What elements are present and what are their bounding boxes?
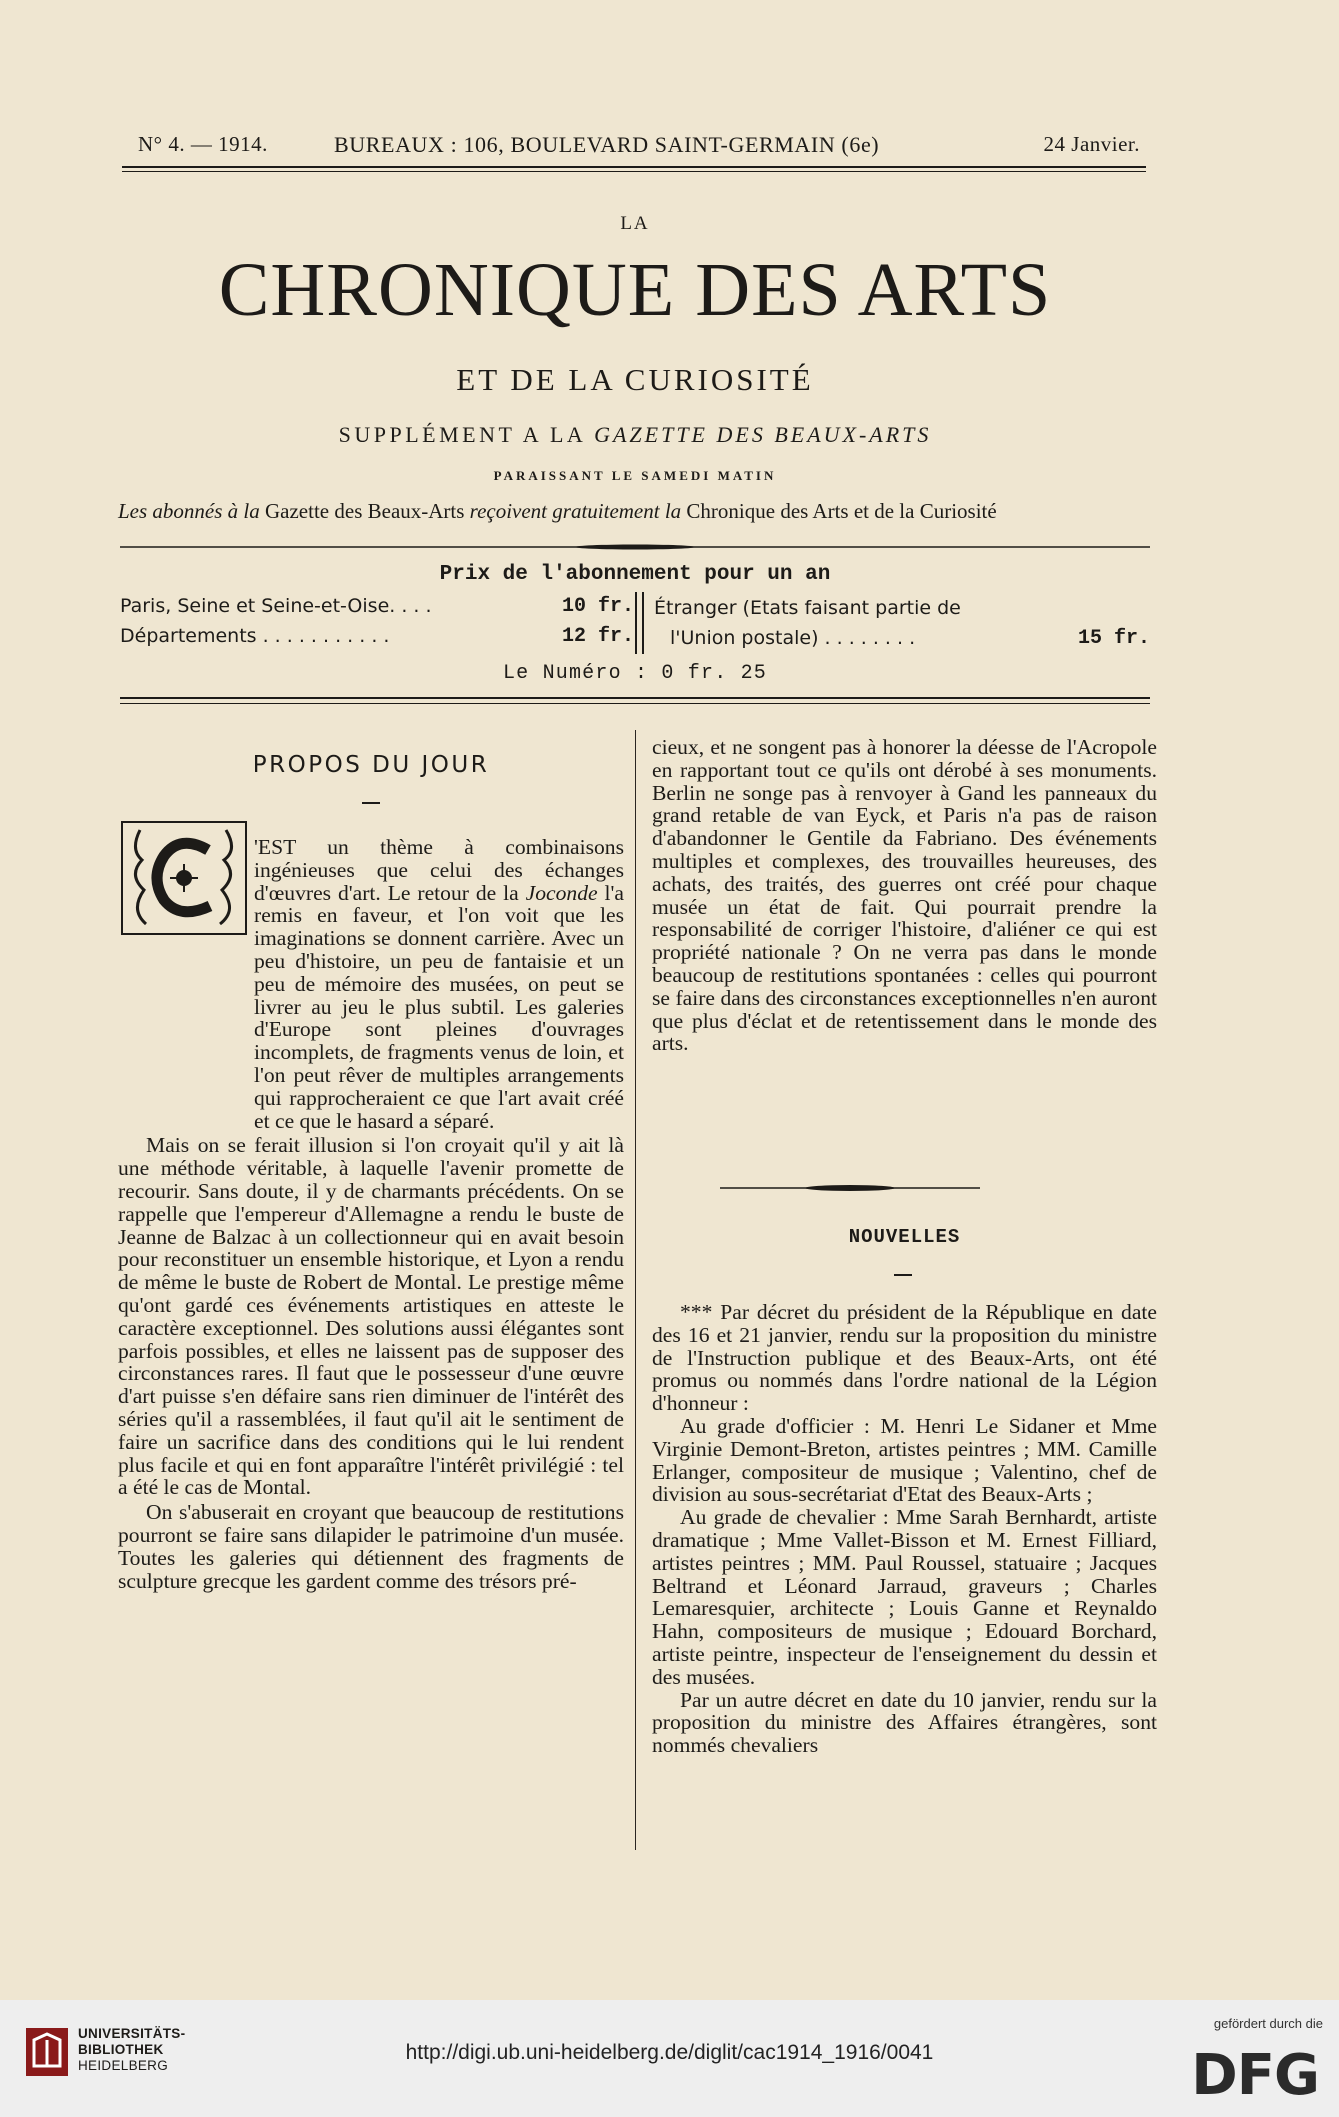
- nouvelles-paragraph-1: *** Par décret du président de la République en date des 16 et 21 janvier, rendu sur la proposition du ministre de l'Instruction publique et des Beaux-Arts, ont été promus ou nommés dans l'ordre national de la Légion d'honneur :: [652, 1300, 1157, 1416]
- dfg-logo: DFG: [1191, 2043, 1319, 2108]
- university-line-1: UNIVERSITÄTS-: [78, 2026, 186, 2041]
- etranger-line-2: l'Union postale) . . . . . . . .: [670, 627, 916, 649]
- propos-p1-italic: Joconde: [525, 880, 598, 905]
- abonnes-part-2: Gazette des Beaux-Arts: [265, 499, 465, 523]
- issue-number: N° 4. — 1914.: [138, 132, 268, 156]
- subscription-title: Prix de l'abonnement pour un an: [439, 563, 831, 586]
- propos-paragraph-3: On s'abuserait en croyant que beaucoup de restitutions pourront se faire sans dilapider le patrimoine d'un musée. Toutes les galeries qui détiennent des fragments de sculpture grecque les gardent comme des trésors pré-: [118, 1500, 624, 1593]
- university-line-2: BIBLIOTHEK: [78, 2042, 164, 2057]
- departements-label: Départements . . . . . . . . . . .: [120, 625, 390, 647]
- subscription-divider-2: [642, 592, 644, 654]
- ornament-rule-middle: [720, 1182, 980, 1194]
- source-url[interactable]: http://digi.ub.uni-heidelberg.de/diglit/cac1914_1916/0041: [405, 2041, 934, 2064]
- header-rule: [122, 166, 1146, 168]
- masthead-la: LA: [620, 213, 650, 234]
- dfg-caption: gefördert durch die: [1213, 2016, 1323, 2031]
- issue-date: 24 Janvier.: [1043, 132, 1140, 156]
- propos-column-left: [118, 836, 624, 1592]
- abonnes-part-4: Chronique des Arts et de la Curiosité: [686, 499, 997, 523]
- nouvelles-heading: NOUVELLES: [848, 1226, 961, 1248]
- propos-paragraph-1: [254, 836, 624, 1132]
- propos-dash: [362, 802, 380, 804]
- propos-paragraph-2: Mais on se ferait illusion si l'on croyait qu'il y ait là une méthode véritable, à laquelle l'avenir promette de recourir. Sans doute, il y de charmants précédents. On se rappelle que l'empereur d'Allemagne a rendu le buste de Jeanne de Balzac à un collectionneur qui en avait besoin pour reconstituer un ensemble historique, et Lyon a rendu de même le buste de Robert de Montal. Le prestige même qu'ont gardé ces événements artistiques en atteste le caractère exceptionnel. Des solutions aussi élégantes sont parfois possibles, et elles ne laissent pas de supposer des circonstances rares. Il faut que le possesseur d'une œuvre d'art puisse s'en défaire sans rien diminuer de l'intérêt des séries qu'il a rassemblées, il faut qu'il ait le sentiment de faire un sacrifice dans des conditions qui le lui rendent plus facile et qui en font apparaître l'intérêt privilégié : tel a été le cas de Montal.: [118, 1133, 624, 1500]
- abonnes-part-1: Les abonnés à la: [118, 499, 260, 523]
- nouvelles-column: [652, 1301, 1157, 1757]
- masthead-title: CHRONIQUE DES ARTS: [218, 248, 1052, 332]
- subscription-divider-1: [635, 592, 637, 654]
- abonnes-line: [118, 499, 1148, 524]
- header-rule-thin: [122, 171, 1146, 172]
- nouvelles-paragraph-2: Au grade d'officier : M. Henri Le Sidaner et Mme Virginie Demont-Breton, artistes peintres ; MM. Camille Erlanger, compositeur de musique ; Valentino, chef de division au sous-secrétariat d'Etat des Beaux-Arts ;: [652, 1413, 1157, 1507]
- etranger-line-1: Étranger (Etats faisant partie de: [654, 597, 961, 619]
- header-line: [120, 132, 1140, 162]
- parution-line: PARAISSANT LE SAMEDI MATIN: [493, 468, 777, 483]
- masthead-subtitle: ET DE LA CURIOSITÉ: [456, 362, 814, 397]
- abonnes-part-3: reçoivent gratuitement la: [469, 499, 682, 523]
- ornament-rule-top: [120, 540, 1150, 554]
- university-line-3: HEIDELBERG: [78, 2058, 169, 2073]
- nouvelles-paragraph-3: Au grade de chevalier : Mme Sarah Bernhardt, artiste dramatique ; Mme Vallet-Bisson et M. Ernest Filliard, artistes peintres ; MM. Paul Roussel, statuaire ; Jacques Beltrand et Léonard Jarraud, graveurs ; Charles Lemaresquier, architecte ; Louis Ganne et Reynaldo Hahn, compositeurs de musique ; Edouard Borchard, artiste peintre, inspecteur de l'enseignement du dessin et des musées.: [652, 1505, 1157, 1689]
- paris-price: 10 fr.: [562, 595, 635, 618]
- subscription-rule-2: [120, 703, 1150, 704]
- etranger-price: 15 fr.: [1078, 627, 1151, 650]
- supplement-gazette: GAZETTE DES BEAUX-ARTS: [594, 422, 932, 447]
- subscription-rule-1: [120, 697, 1150, 699]
- propos-paragraph-4: cieux, et ne songent pas à honorer la déesse de l'Acropole en rapportant tout ce qu'ils ont dérobé à ses monuments. Berlin ne songe pas à renvoyer à Gand les panneaux du grand retable de van Eyck, et Paris n'a pas de raison d'abandonner le Gentile da Fabriano. Des événements multiples et complexes, des trouvailles heureuses, des achats, des traités, des guerres ont créé pour chaque musée un état de fait. Qui pourrait prendre la responsabilité de corriger l'histoire, d'aliéner ce qui est propriété nationale ? On ne verra pas dans le monde beaucoup de restitutions spontanées : celles qui pourront se faire dans des circonstances exceptionnelles n'en auront que plus d'éclat et de retentissement dans le monde des arts.: [652, 735, 1157, 1056]
- digitization-footer: [0, 2000, 1339, 2117]
- propos-p1-end: l'a remis en faveur, et l'on voit que les imaginations se donnent carrière. Avec un peu d'histoire, un peu de fantaisie et un peu de mémoire des musées, on peut se livrer au jeu le plus subtil. Les galeries d'Europe sont pleines d'ouvrages incomplets, de fragments venus de loin, et l'on peut rêver de multiples arrangements qui rapprocheraient ce que l'art avait créé et ce que le hasard a séparé.: [254, 880, 624, 1133]
- supplement-line: [120, 422, 1150, 448]
- bureaux-address: BUREAUX : 106, BOULEVARD SAINT-GERMAIN (6e): [334, 132, 880, 157]
- nouvelles-paragraph-4: Par un autre décret en date du 10 janvier, rendu sur la proposition du ministre des Affaires étrangères, sont nommés chevaliers: [652, 1687, 1157, 1758]
- numero-price: Le Numéro : 0 fr. 25: [502, 662, 768, 685]
- propos-column-right: [652, 736, 1157, 1055]
- nouvelles-dash: [894, 1274, 912, 1276]
- paris-label: Paris, Seine et Seine-et-Oise. . . .: [120, 595, 432, 617]
- departements-price: 12 fr.: [562, 625, 635, 648]
- propos-heading: PROPOS DU JOUR: [252, 752, 490, 778]
- supplement-prefix: SUPPLÉMENT A LA: [338, 422, 586, 447]
- column-divider: [635, 730, 636, 1850]
- propos-p1-start: 'EST un thème à combinaisons ingénieuses que celui des échanges d'œuvres d'art. Le retour de la: [254, 835, 624, 905]
